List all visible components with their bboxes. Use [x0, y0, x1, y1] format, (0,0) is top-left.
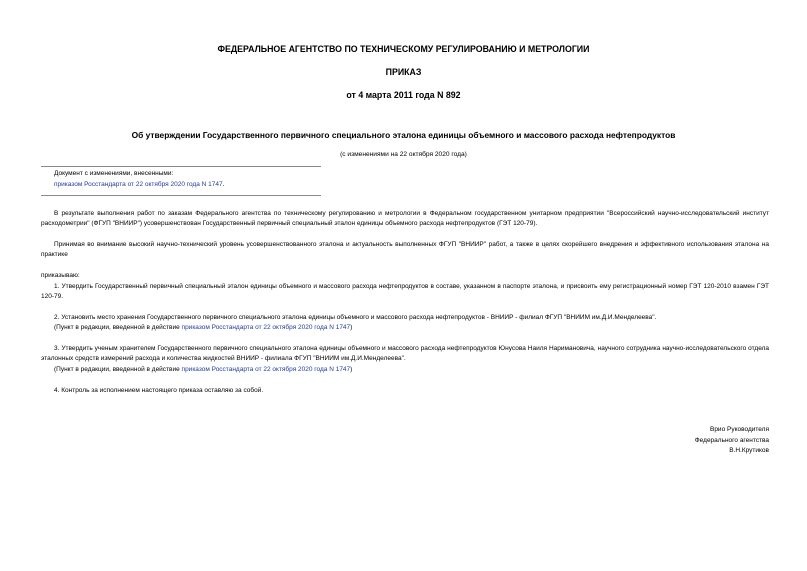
agency-heading: ФЕДЕРАЛЬНОЕ АГЕНТСТВО ПО ТЕХНИЧЕСКОМУ РЕГУЛИРОВАНИЮ И МЕТРОЛОГИИ	[217, 44, 590, 54]
order-item-3-note-prefix: (Пункт в редакции, введенной в действие	[54, 365, 182, 373]
paragraph-background: В результате выполнения работ по заказам Федерального агентства по техническому регулированию и метрологии в Федеральном государственном унитарном предприятии "Всероссийский научно-исследовательский институт расходометрии" (ФГУП "ВНИИР") усовершенствован Государственный первичный специальный эталон единицы объемного расхода нефтепродуктов (ГЭТ 120-79).	[41, 210, 769, 228]
changes-box-label: Документ с изменениями, внесенными:	[54, 170, 174, 177]
document-title: Об утверждении Государственного первичного специального эталона единицы объемного и массового расхода нефтепродуктов	[131, 130, 676, 140]
changes-box	[54, 169, 224, 190]
order-item-1: 1. Утвердить Государственный первичный специальный эталон единицы объемного и массового расхода нефтепродуктов в составе, указанном в паспорте эталона, и присвоить ему регистрационный номер ГЭТ 120-2010 взамен ГЭТ 120-79.	[41, 283, 769, 301]
order-item-3-block	[41, 344, 769, 375]
paragraph-considering: Принимая во внимание высокий научно-технический уровень усовершенствованного эталона и актуальность выполненных ФГУП "ВНИИР" работ, а также в целях скорейшего внедрения и эффективного использования эталона на практике	[41, 241, 769, 259]
order-item-2-note	[41, 323, 769, 333]
changes-box-bottom-rule	[41, 195, 321, 196]
order-item-2-block	[41, 313, 769, 334]
order-item-3-amendment-link[interactable]: приказом Росстандарта от 22 октября 2020 года N 1747	[181, 365, 351, 373]
doc-type-heading: ПРИКАЗ	[385, 67, 422, 77]
amendment-link[interactable]: приказом Росстандарта от 22 октября 2020 года N 1747	[54, 180, 223, 188]
order-item-3: 3. Утвердить ученым хранителем Государственного первичного специального эталона единицы объемного и массового расхода нефтепродуктов Юнусова Наиля Наримановича, научного сотрудника научно-исследовательского отдела эталонных средств измерений расхода и количества жидкостей ВНИИР - филиала ФГУП "ВНИИМ им.Д.И.Менделеева".	[41, 345, 769, 363]
signature-organization: Федерального агентства	[694, 436, 769, 444]
changes-box-suffix: .	[222, 180, 225, 188]
signature-block	[560, 425, 769, 457]
signature-position: Врио Руководителя	[709, 426, 769, 433]
revision-note: (с изменениями на 22 октября 2020 года)	[340, 151, 467, 158]
order-item-2: 2. Установить место хранения Государственного первичного специального эталона единицы объемного и массового расхода нефтепродуктов - ВНИИР - филиал ФГУП "ВНИИМ им.Д.И.Менделеева".	[54, 314, 657, 321]
order-item-2-note-suffix: )	[350, 324, 353, 332]
order-item-3-note-suffix: )	[350, 365, 353, 373]
signature-name: В.Н.Крутиков	[729, 447, 769, 455]
order-item-2-note-prefix: (Пункт в редакции, введенной в действие	[54, 324, 182, 332]
changes-box-link-line	[54, 180, 224, 191]
order-item-2-amendment-link[interactable]: приказом Росстандарта от 22 октября 2020 года N 1747	[181, 324, 351, 332]
order-item-3-note	[41, 365, 769, 375]
order-item-4: 4. Контроль за исполнением настоящего приказа оставляю за собой.	[54, 387, 264, 394]
changes-box-top-rule	[41, 166, 321, 167]
paragraph-order: приказываю:	[41, 272, 80, 279]
date-number-heading: от 4 марта 2011 года N 892	[346, 90, 461, 100]
